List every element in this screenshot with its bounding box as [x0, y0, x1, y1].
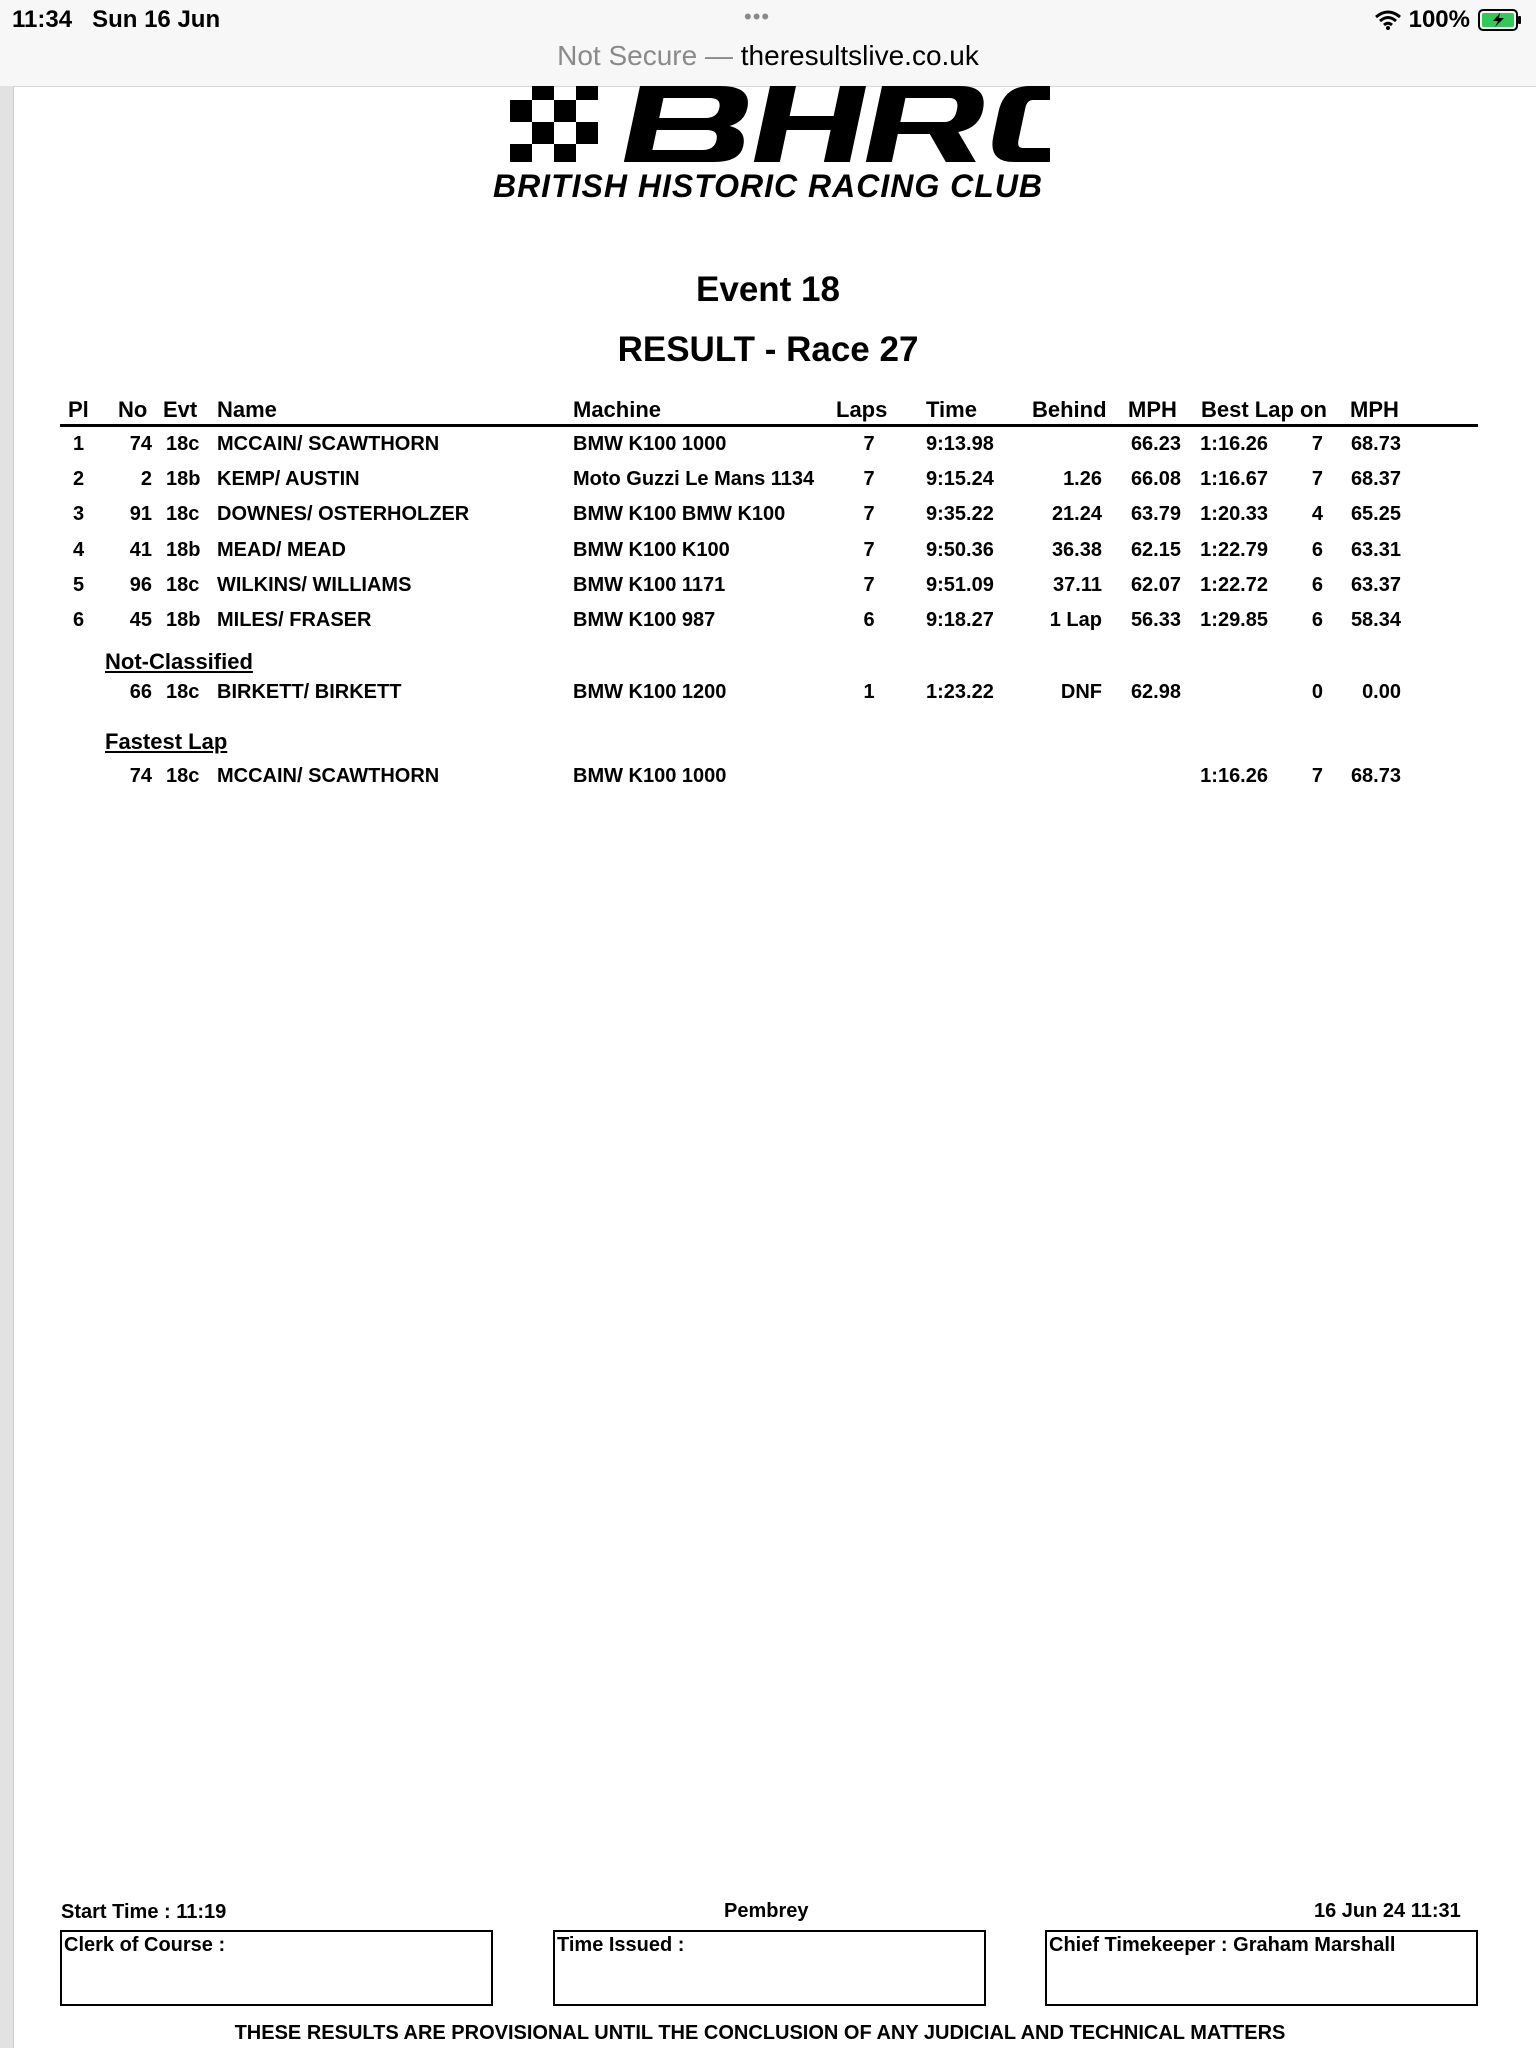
- col-name: Name: [217, 397, 277, 422]
- result-evt: 18b: [166, 468, 201, 491]
- result-name: WILKINS/ WILLIAMS: [217, 573, 412, 596]
- browser-status-bar: [0, 0, 1536, 87]
- result-pl: 6: [73, 609, 85, 631]
- clerk-of-course-box: [60, 1930, 493, 2006]
- result-time: 9:35.22: [926, 503, 994, 526]
- time-issued-box: [553, 1930, 986, 2006]
- col-laps: Laps: [836, 397, 888, 422]
- result-evt: 18c: [166, 503, 200, 526]
- result-on: 4: [1311, 503, 1323, 526]
- result-evt: 18b: [166, 538, 201, 561]
- fastest-lap-heading: Fastest Lap: [105, 729, 228, 754]
- fastest-lap-best: 1:16.26: [1200, 765, 1268, 787]
- result-laps: 7: [863, 538, 875, 561]
- col-behind: Behind: [1032, 397, 1107, 422]
- col-best-lap-on: Best Lap on: [1201, 397, 1327, 422]
- result-pl: 5: [73, 573, 85, 596]
- result-mph: 66.23: [1130, 433, 1181, 455]
- not-classified-behind: DNF: [1060, 681, 1102, 703]
- not-secure-label: Not Secure —: [557, 40, 733, 71]
- result-mph2: 63.31: [1350, 538, 1401, 561]
- result-no: 96: [129, 573, 152, 596]
- provisional-notice: THESE RESULTS ARE PROVISIONAL UNTIL THE CONCLUSION OF ANY JUDICIAL AND TECHNICAL MATTERS: [234, 2022, 1286, 2044]
- col-no: No: [118, 397, 148, 422]
- not-classified-machine: BMW K100 1200: [573, 681, 727, 703]
- result-best: 1:29.85: [1200, 609, 1268, 631]
- result-machine: Moto Guzzi Le Mans 1134: [573, 468, 815, 491]
- battery-percent: 100%: [1408, 6, 1470, 33]
- result-name: MEAD/ MEAD: [217, 538, 346, 561]
- result-behind: 36.38: [1051, 538, 1102, 561]
- venue: Pembrey: [724, 1900, 809, 1922]
- result-time: 9:18.27: [926, 609, 994, 631]
- col-pl: Pl: [68, 397, 89, 422]
- result-mph: 62.15: [1130, 538, 1181, 561]
- result-pl: 2: [73, 468, 85, 491]
- result-no: 2: [140, 468, 152, 491]
- col-evt: Evt: [163, 397, 198, 422]
- result-mph2: 65.25: [1350, 503, 1401, 526]
- page-edge-shadow: [0, 86, 14, 2048]
- result-behind: 37.11: [1053, 573, 1102, 596]
- not-classified-no: 66: [129, 681, 152, 703]
- not-classified-heading: Not-Classified: [105, 649, 253, 674]
- result-evt: 18c: [166, 573, 200, 596]
- result-behind: 1 Lap: [1049, 609, 1102, 631]
- header-rule: [60, 424, 1478, 427]
- time-issued-label: Time Issued :: [557, 1934, 685, 1956]
- not-classified-evt: 18c: [166, 681, 200, 703]
- result-pl: 1: [73, 433, 85, 455]
- result-time: 9:50.36: [926, 538, 994, 561]
- not-classified-mph2: 0.00: [1362, 681, 1401, 703]
- result-time: 9:13.98: [926, 433, 994, 455]
- fastest-lap-mph2: 68.73: [1350, 765, 1401, 787]
- race-title: RESULT - Race 27: [617, 330, 919, 369]
- clock: 11:34 Sun 16 Jun: [12, 6, 221, 33]
- issued-timestamp: 16 Jun 24 11:31: [1314, 1900, 1461, 1922]
- result-mph2: 68.37: [1350, 468, 1401, 491]
- result-evt: 18b: [166, 609, 201, 631]
- col-mph: MPH: [1128, 397, 1177, 422]
- result-on: 6: [1311, 609, 1323, 631]
- result-behind: 1.26: [1063, 468, 1102, 491]
- result-pl: 3: [73, 503, 85, 526]
- not-classified-mph: 62.98: [1130, 681, 1181, 703]
- result-best: 1:22.72: [1200, 573, 1268, 596]
- result-pl: 4: [73, 538, 85, 561]
- fastest-lap-name: MCCAIN/ SCAWTHORN: [217, 765, 440, 787]
- result-laps: 7: [863, 503, 875, 526]
- result-machine: BMW K100 1171: [573, 573, 726, 596]
- not-classified-laps: 1: [863, 681, 875, 703]
- result-best: 1:16.26: [1200, 433, 1268, 455]
- result-time: 9:15.24: [926, 468, 994, 491]
- clerk-of-course-label: Clerk of Course :: [64, 1934, 226, 1956]
- result-behind: 21.24: [1051, 503, 1102, 526]
- result-name: MCCAIN/ SCAWTHORN: [217, 433, 440, 455]
- result-mph2: 68.73: [1350, 433, 1401, 455]
- result-best: 1:20.33: [1200, 503, 1268, 526]
- club-name: BRITISH HISTORIC RACING CLUB: [492, 168, 1044, 204]
- result-laps: 7: [863, 468, 875, 491]
- result-mph2: 63.37: [1350, 573, 1401, 596]
- battery-charging-icon: [1478, 8, 1522, 32]
- result-laps: 6: [863, 609, 875, 631]
- url-host: theresultslive.co.uk: [740, 40, 979, 71]
- result-no: 91: [129, 503, 152, 526]
- not-classified-name: BIRKETT/ BIRKETT: [217, 681, 402, 703]
- address-bar[interactable]: [0, 40, 1536, 72]
- result-best: 1:22.79: [1200, 538, 1268, 561]
- result-name: KEMP/ AUSTIN: [217, 468, 360, 491]
- chief-timekeeper-label: Chief Timekeeper : Graham Marshall: [1049, 1934, 1396, 1956]
- result-name: MILES/ FRASER: [217, 609, 372, 631]
- result-on: 7: [1311, 468, 1323, 491]
- col-mph2: MPH: [1350, 397, 1399, 422]
- result-on: 6: [1311, 573, 1323, 596]
- start-time: Start Time : 11:19: [61, 1901, 227, 1923]
- fastest-lap-on: 7: [1311, 765, 1323, 787]
- result-no: 74: [129, 433, 152, 455]
- event-title: Event 18: [696, 270, 840, 309]
- result-time: 9:51.09: [926, 573, 994, 596]
- not-classified-on: 0: [1311, 681, 1323, 703]
- result-name: DOWNES/ OSTERHOLZER: [217, 503, 470, 526]
- more-dots-icon[interactable]: •••: [744, 4, 771, 29]
- result-mph: 63.79: [1130, 503, 1181, 526]
- result-on: 6: [1311, 538, 1323, 561]
- result-laps: 7: [863, 573, 875, 596]
- chief-timekeeper-box: [1045, 1930, 1478, 2006]
- result-no: 45: [129, 609, 152, 631]
- fastest-lap-evt: 18c: [166, 765, 200, 787]
- result-best: 1:16.67: [1200, 468, 1268, 491]
- fastest-lap-machine: BMW K100 1000: [573, 765, 727, 787]
- col-machine: Machine: [573, 397, 662, 422]
- status-icons: [1375, 6, 1522, 34]
- result-laps: 7: [863, 433, 875, 455]
- result-machine: BMW K100 BMW K100: [573, 503, 786, 526]
- result-on: 7: [1311, 433, 1323, 455]
- result-mph2: 58.34: [1350, 609, 1401, 631]
- result-machine: BMW K100 987: [573, 609, 716, 631]
- result-mph: 56.33: [1130, 609, 1181, 631]
- result-no: 41: [129, 538, 152, 561]
- not-classified-time: 1:23.22: [926, 681, 994, 703]
- result-evt: 18c: [166, 433, 200, 455]
- wifi-icon: [1375, 10, 1401, 30]
- col-time: Time: [926, 397, 977, 422]
- result-machine: BMW K100 K100: [573, 538, 730, 561]
- result-machine: BMW K100 1000: [573, 433, 727, 455]
- result-mph: 62.07: [1130, 573, 1181, 596]
- result-mph: 66.08: [1130, 468, 1181, 491]
- fastest-lap-no: 74: [129, 765, 152, 787]
